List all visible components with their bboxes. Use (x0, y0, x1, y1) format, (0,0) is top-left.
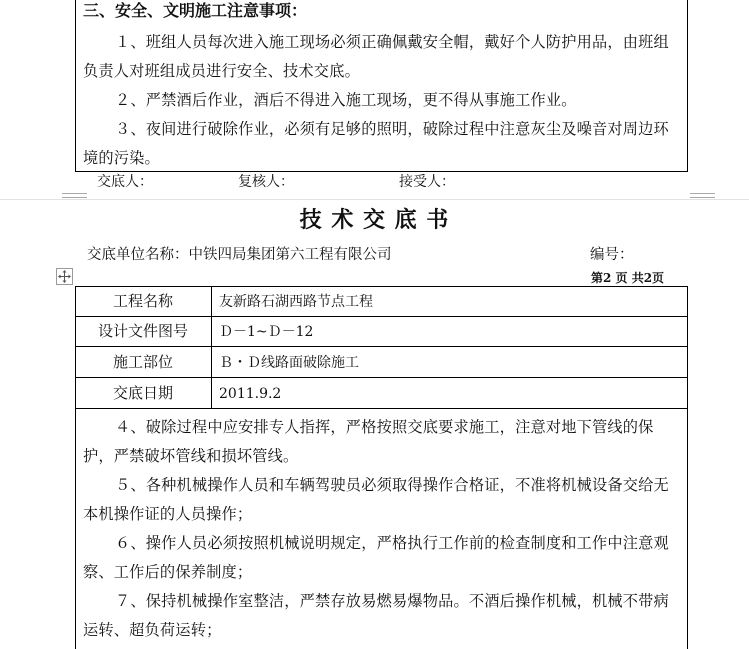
table-border-right (687, 0, 688, 172)
paragraph-2: ２、严禁酒后作业，酒后不得进入施工现场，更不得从事施工作业。 (115, 91, 577, 109)
table-border-left (75, 0, 76, 172)
row-value-project-name: 友新路石湖西路节点工程 (219, 294, 373, 310)
table-border-right (687, 286, 688, 649)
row-label-construction-part: 施工部位 (112, 353, 173, 371)
signature-reviewer: 复核人： (238, 174, 294, 190)
unit-name: 交底单位名称：中铁四局集团第六工程有限公司 (87, 247, 392, 263)
signature-handover: 交底人： (97, 174, 153, 190)
page-title: 技 术 交 底 书 (299, 207, 450, 233)
paragraph-3: ３、夜间进行破除作业，必须有足够的照明，破除过程中注意灰尘及噪音对周边环境的污染。 (83, 120, 669, 167)
paragraph-1: １、班组人员每次进入施工现场必须正确佩戴安全帽，戴好个人防护用品，由班组负责人对班组成员进行安全、技术交底。 (83, 33, 669, 80)
move-arrows-icon (57, 269, 72, 284)
row-label-project-name: 工程名称 (112, 292, 173, 310)
table-border-top (75, 286, 688, 287)
paragraph-4: ４、破除过程中应安排专人指挥，严格按照交底要求施工，注意对地下管线的保护，严禁破坏管线和损坏管线。 (83, 418, 654, 465)
row-value-construction-part: Ｂ・Ｄ线路面破除施工 (219, 355, 359, 371)
page-margin-mark-right (690, 193, 715, 194)
row-value-handover-date: 2011.9.2 (219, 386, 282, 402)
page-info: 第2 页 共2页 (591, 271, 665, 285)
paragraph-6: ６、操作人员必须按照机械说明规定，严格执行工作前的检查制度和工作中注意观察、工作后的保养制度； (83, 534, 669, 581)
page-margin-mark-left (62, 197, 87, 198)
paragraph-5: ５、各种机械操作人员和车辆驾驶员必须取得操作合格证，不准将机械设备交给无本机操作证的人员操作； (83, 476, 669, 523)
table-column-divider (211, 286, 212, 408)
section-heading: 三、安全、文明施工注意事项： (83, 1, 308, 20)
page-margin-mark-left (62, 193, 87, 194)
table-row-divider (75, 408, 688, 409)
paragraph-7: ７、保持机械操作室整洁，严禁存放易燃易爆物品。不酒后操作机械，机械不带病运转、超负荷运转； (83, 592, 669, 639)
row-label-handover-date: 交底日期 (112, 384, 173, 402)
page-margin-mark-right (690, 197, 715, 198)
document-number-label: 编号： (590, 247, 634, 263)
table-row-divider (75, 346, 688, 347)
row-label-design-drawing: 设计文件图号 (97, 322, 188, 340)
row-value-design-drawing: Ｄ－1~Ｄ－12 (219, 324, 314, 340)
table-move-handle[interactable] (56, 268, 73, 285)
signature-receiver: 接受人： (399, 174, 455, 190)
table-row-divider (75, 377, 688, 378)
page-separator (0, 199, 749, 200)
table-row-divider (75, 316, 688, 317)
